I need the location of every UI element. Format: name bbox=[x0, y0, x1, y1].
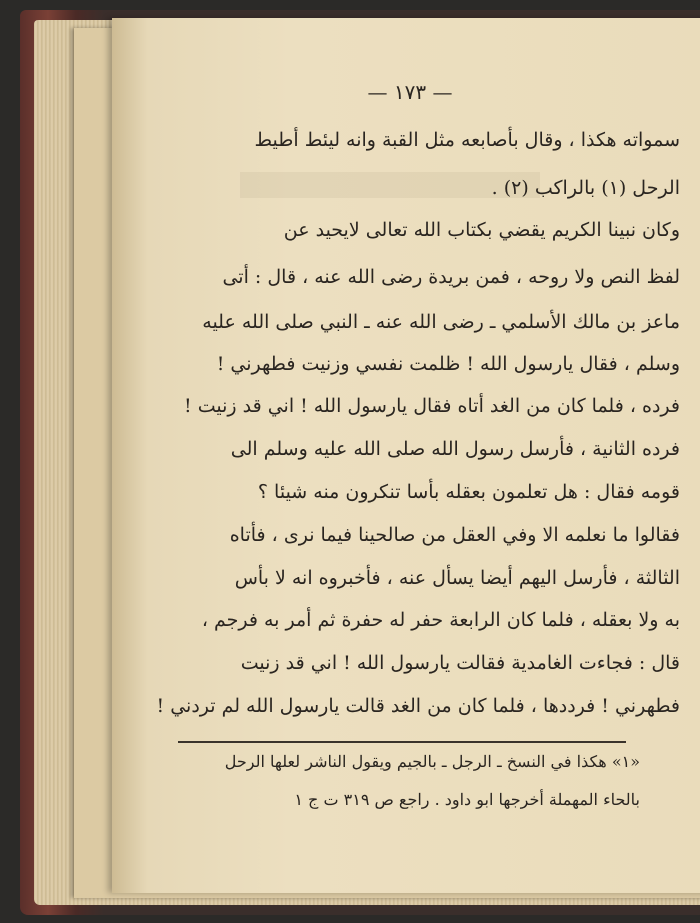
footnote-line: بالحاء المهملة أخرجها ابو داود . راجع ص ٣١٩ ت ج ١ bbox=[294, 790, 640, 809]
text-line: لفظ النص ولا روحه ، فمن بريدة رضى الله عنه ، قال : أتى bbox=[222, 266, 680, 288]
text-line: سمواته هكذا ، وقال بأصابعه مثل القبة وانه ليئط أطيط bbox=[254, 129, 680, 151]
footnote-divider bbox=[178, 741, 626, 743]
text-line: فرده ، فلما كان من الغد أتاه فقال يارسول الله ! اني قد زنيت ! bbox=[184, 395, 680, 417]
text-line: قال : فجاءت الغامدية فقالت يارسول الله ! اني قد زنيت bbox=[240, 652, 680, 674]
text-line: وكان نبينا الكريم يقضي بكتاب الله تعالى لايحيد عن bbox=[283, 219, 680, 241]
text-line: فطهرني ! فرددها ، فلما كان من الغد قالت يارسول الله لم تردني ! bbox=[156, 695, 680, 717]
footnote-line: «١» هكذا في النسخ ـ الرجل ـ بالجيم ويقول الناشر لعلها الرحل bbox=[224, 752, 640, 771]
text-line: فرده الثانية ، فأرسل رسول الله صلى الله عليه وسلم الى bbox=[230, 438, 680, 460]
text-line: فقالوا ما نعلمه الا وفي العقل من صالحينا فيما نرى ، فأتاه bbox=[229, 524, 680, 546]
text-line: الرحل (١) بالراكب (٢) . bbox=[491, 177, 680, 199]
text-line: الثالثة ، فأرسل اليهم أيضا يسأل عنه ، فأخبروه انه لا بأس bbox=[234, 567, 680, 589]
text-line: ماعز بن مالك الأسلمي ـ رضى الله عنه ـ النبي صلى الله عليه bbox=[202, 311, 680, 333]
text-line: وسلم ، فقال يارسول الله ! ظلمت نفسي وزنيت فطهرني ! bbox=[216, 353, 680, 375]
text-line: قومه فقال : هل تعلمون بعقله بأسا تنكرون منه شيئا ؟ bbox=[257, 481, 680, 503]
page-number: — ١٧٣ — bbox=[367, 80, 453, 104]
text-line: به ولا بعقله ، فلما كان الرابعة حفر له حفرة ثم أمر به فرجم ، bbox=[201, 609, 680, 631]
